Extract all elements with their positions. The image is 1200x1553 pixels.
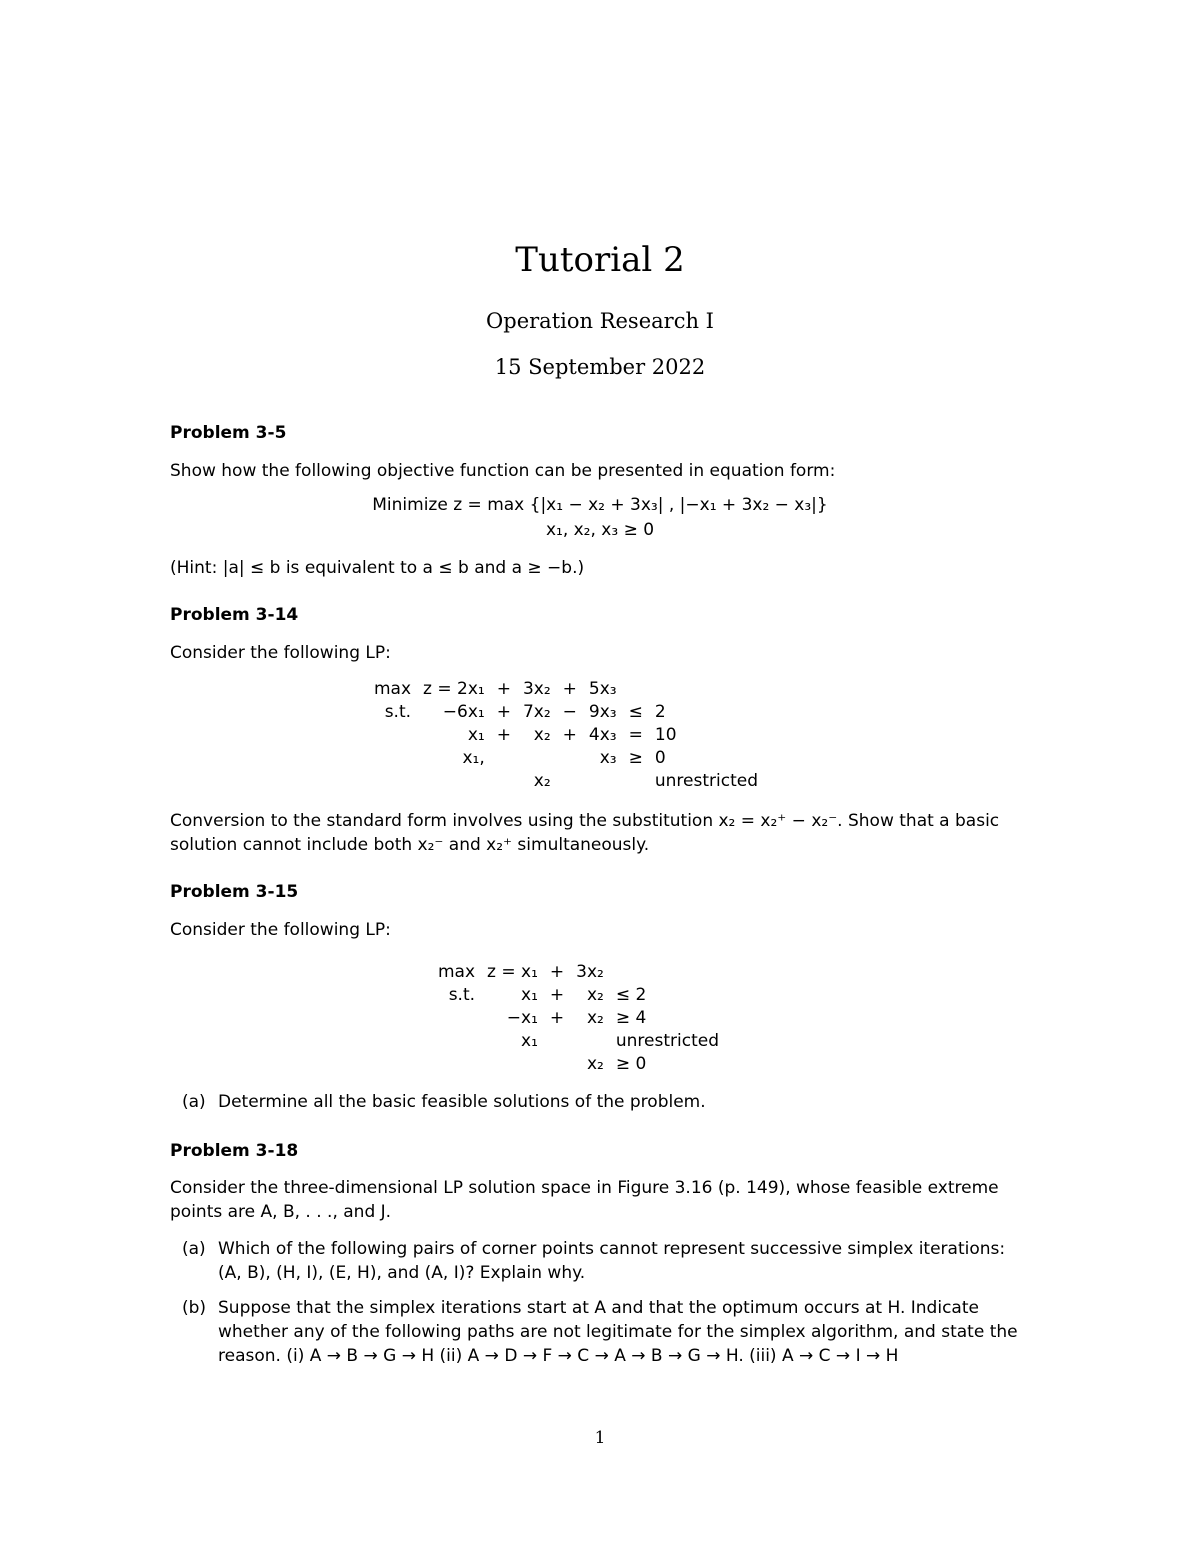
item-text: Which of the following pairs of corner points cannot represent successive simplex iterations: (A, B), (H, I), (E, H), and (A, I)? Explain why. [218,1239,1006,1283]
lp-cell [583,769,623,792]
lp-cell: 9x₃ [588,701,617,722]
lp-cell: + [496,724,511,745]
lp-cell: + [562,724,577,745]
lp-cell [491,746,517,769]
problem-3-5-objective: Minimize z = max {|x₁ − x₂ + 3x₃| , |−x₁ + 3x₂ − x₃|} [372,495,828,515]
item-text: Suppose that the simplex iterations start at A and that the optimum occurs at H. Indicate whether any of the following paths are not legitimate for the simplex algorithm, and state the reason. (i) A → B → G → H (ii) A → D → F → C → A → B → G → H. (iii) A → C → I → H [218,1298,1018,1366]
problem-3-5-nonnegativity: x₁, x₂, x₃ ≥ 0 [545,520,655,540]
lp-cell: + [549,1007,565,1028]
lp-cell: unrestricted [615,1030,719,1051]
problem-3-14-text: Conversion to the standard form involves using the substitution x₂ = x₂⁺ − x₂⁻. Show that a basic solution cannot include both x₂⁻ and x₂⁺ simultaneously. [170,811,1000,855]
lp-row [368,700,764,723]
lp-cell: + [549,961,565,982]
lp-cell: ≥ 0 [615,1053,647,1074]
lp-cell: z = x₁ [487,961,538,982]
lp-cell [368,769,417,792]
problem-3-18-intro: Consider the three-dimensional LP solution space in Figure 3.16 (p. 149), whose feasible extreme points are A, B, . . ., and J. [170,1178,999,1222]
lp-cell: s.t. [384,701,412,722]
lp-cell: x₁, [462,747,485,768]
item-label: (a) [182,1092,206,1112]
lp-cell: ≥ 4 [615,1007,647,1028]
lp-cell: s.t. [448,984,476,1005]
document-date: 15 September 2022 [494,355,706,379]
problem-3-18-heading: Problem 3-18 [170,1141,299,1161]
lp-cell: −x₁ [506,1007,538,1028]
problem-3-5-hint: (Hint: |a| ≤ b is equivalent to a ≤ b and a ≥ −b.) [170,558,585,578]
lp-cell: + [562,678,577,699]
document-title: Tutorial 2 [515,240,685,280]
lp-cell [649,677,764,700]
lp-cell: ≤ 2 [615,984,647,1005]
lp-cell [368,723,417,746]
course-name: Operation Research I [486,309,714,333]
lp-cell [491,769,517,792]
lp-row [368,769,764,792]
lp-cell: ≥ [628,747,643,768]
lp-cell [623,677,649,700]
lp-cell [610,960,725,983]
lp-cell: x₂ [586,984,604,1005]
lp-cell [517,746,557,769]
lp-cell: 10 [654,724,677,745]
lp-cell [557,769,583,792]
lp-cell: x₃ [599,747,617,768]
item-text: Determine all the basic feasible solutions of the problem. [218,1092,706,1112]
lp-cell [481,1052,544,1075]
lp-cell [557,746,583,769]
lp-cell [368,746,417,769]
lp-row [432,1029,725,1052]
lp-cell: + [549,984,565,1005]
lp-cell: − [562,701,577,722]
item-label: (a) [182,1239,206,1259]
lp-cell: 0 [654,747,666,768]
lp-cell: max [438,961,476,982]
lp-cell: x₂ [533,724,551,745]
problem-3-5-heading: Problem 3-5 [170,423,287,443]
lp-cell [570,1029,610,1052]
page-number: 1 [594,1428,606,1448]
lp-cell [623,769,649,792]
lp-cell: 2 [654,701,666,722]
lp-cell: max [374,678,412,699]
lp-cell: 3x₂ [576,961,604,982]
problem-3-15-lp-model [432,960,725,1075]
problem-3-14-heading: Problem 3-14 [170,605,299,625]
lp-cell: x₂ [586,1007,604,1028]
lp-cell: x₂ [533,770,551,791]
lp-cell: 4x₃ [588,724,617,745]
problem-3-5-intro: Show how the following objective function can be presented in equation form: [170,461,836,481]
lp-cell [544,1052,570,1075]
lp-cell: −6x₁ [442,701,485,722]
lp-cell: x₁ [521,984,538,1005]
lp-cell: z = 2x₁ [423,678,485,699]
lp-row [432,983,725,1006]
lp-cell: unrestricted [654,770,758,791]
lp-cell: x₁ [467,724,485,745]
problem-3-15-intro: Consider the following LP: [170,920,391,940]
lp-cell: + [496,701,511,722]
lp-cell: x₂ [586,1053,604,1074]
lp-cell: = [628,724,643,745]
lp-cell: ≤ [628,701,643,722]
lp-row [432,1006,725,1029]
problem-3-18-item-b [182,1296,1032,1368]
problem-3-15-heading: Problem 3-15 [170,882,299,902]
lp-row [432,960,725,983]
lp-cell [417,769,491,792]
lp-row [368,677,764,700]
lp-cell: 5x₃ [588,678,617,699]
lp-row [368,723,764,746]
lp-cell [544,1029,570,1052]
lp-cell [432,1029,481,1052]
problem-3-14-intro: Consider the following LP: [170,643,391,663]
lp-cell: x₁ [521,1030,538,1051]
problem-3-15-item-a [182,1090,1032,1114]
lp-cell [432,1006,481,1029]
lp-row [368,746,764,769]
lp-cell [432,1052,481,1075]
lp-row [432,1052,725,1075]
lp-cell: 7x₂ [522,701,551,722]
lp-cell: + [496,678,511,699]
problem-3-14-lp-model [368,677,764,792]
problem-3-18-item-a [182,1237,1032,1285]
lp-cell: 3x₂ [522,678,551,699]
item-label: (b) [182,1298,207,1318]
